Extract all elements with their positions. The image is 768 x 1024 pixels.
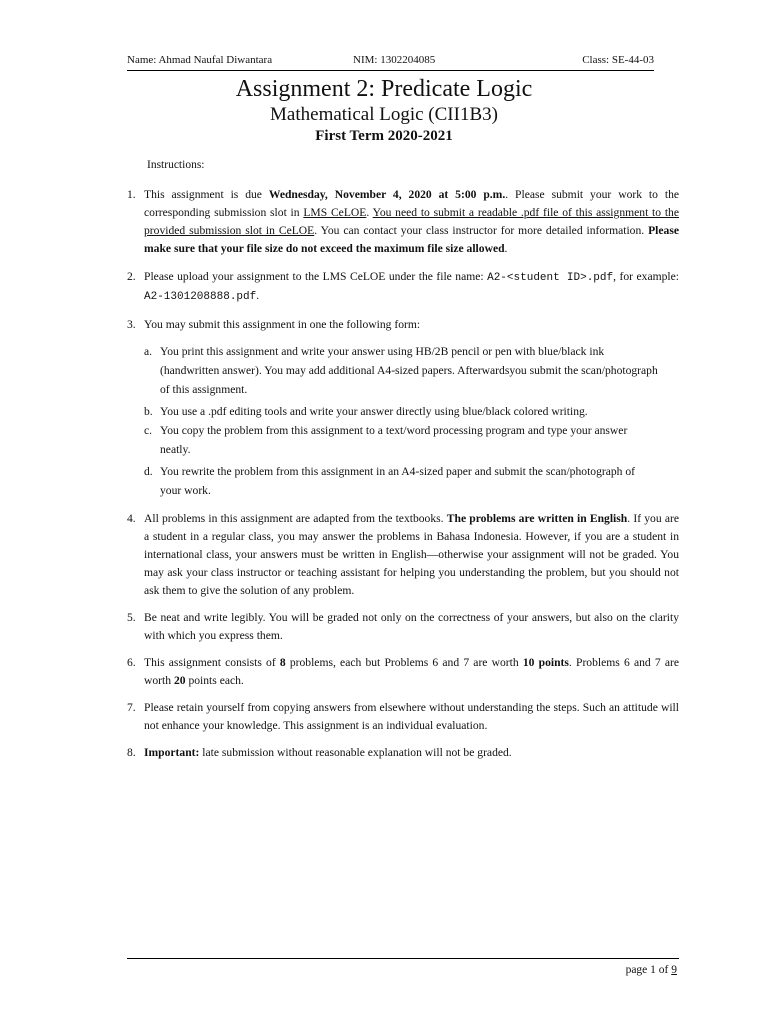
filename-pattern: A2-<student ID>.pdf bbox=[487, 272, 614, 284]
option-label: a. bbox=[144, 345, 153, 358]
student-nim: NIM: 1302204085 bbox=[353, 54, 436, 66]
instruction-item-2: 2. Please upload your assignment to the LMS CeLOE under the file name: A2-<student ID>.pdf, for example: A2-1301208888.pdf. bbox=[127, 270, 679, 303]
instruction-item-3: 3. You may submit this assignment in one the following form: bbox=[127, 316, 679, 334]
instructions-list bbox=[127, 186, 679, 762]
important-label: Important: bbox=[144, 746, 200, 759]
lms-celoe-link[interactable]: LMS CeLOE bbox=[303, 206, 367, 219]
instruction-item-7: 7. Please retain yourself from copying answers from elsewhere without understanding the steps. Such an attitude will not enhance your knowledge. This assignment is an individual evaluation. bbox=[127, 701, 679, 732]
total-pages-link[interactable]: 9 bbox=[671, 964, 677, 976]
english-requirement: The problems are written in English bbox=[446, 512, 628, 525]
term-title: First Term 2020-2021 bbox=[315, 128, 453, 144]
item-number: 4. bbox=[127, 512, 136, 525]
submission-option-c: c. You copy the problem from this assignment to a text/word processing program and type your answer neatly. bbox=[127, 421, 658, 459]
item-number: 5. bbox=[127, 611, 136, 624]
course-title: Mathematical Logic (CII1B3) bbox=[270, 104, 498, 125]
option-label: d. bbox=[144, 465, 153, 478]
student-class: Class: SE-44-03 bbox=[582, 54, 654, 66]
submission-option-a: a. You print this assignment and write your answer using HB/2B pencil or pen with blue/black ink (handwritten answer). You may add additional A4-sized papers. Afterwardsyou submit the scan/photograph of this assignment. bbox=[127, 342, 658, 399]
item-number: 6. bbox=[127, 656, 136, 669]
instruction-item-5: 5. Be neat and write legibly. You will be graded not only on the correctness of your answers, but also on the clarity with which you express them. bbox=[127, 611, 679, 642]
assignment-title: Assignment 2: Predicate Logic bbox=[235, 76, 533, 102]
item-number: 3. bbox=[127, 318, 136, 331]
submission-requirement: You need to submit a readable .pdf file of this assignment to the provided submission slot in CeLOE bbox=[144, 206, 680, 237]
footer-divider bbox=[127, 958, 679, 959]
option-label: b. bbox=[144, 405, 153, 418]
instruction-item-6: 6. This assignment consists of 8 problems, each but Problems 6 and 7 are worth 10 points. Problems 6 and 7 are worth 20 points each. bbox=[127, 656, 679, 687]
header-divider bbox=[127, 70, 654, 71]
instruction-item-1: 1. This assignment is due Wednesday, November 4, 2020 at 5:00 p.m.. Please submit your work to the corresponding submission slot in LMS CeLOE. You need to submit a readable .pdf file of this assignment to the provided submission slot in CeLOE. You can contact your class instructor for more detailed information. Please make sure that your file size do not exceed the maximum file size allowed. bbox=[127, 188, 680, 255]
student-name: Name: Ahmad Naufal Diwantara bbox=[127, 54, 273, 66]
instruction-item-4: 4. All problems in this assignment are adapted from the textbooks. The problems are written in English. If you are a student in a regular class, you may answer the problems in Bahasa Indonesia. However, if you are a student in international class, your answers must be written in English—otherwise your assignment will not be graded. You may ask your class instructor or teaching assistant for helping you understanding the problem, but you should not ask them to give the solution of any problem. bbox=[127, 512, 679, 597]
file-size-warning: Please make sure that your file size do not exceed the maximum file size allowed bbox=[144, 224, 679, 255]
filename-example: A2-1301208888.pdf bbox=[144, 291, 257, 303]
page-header bbox=[127, 52, 654, 68]
due-date: Wednesday, November 4, 2020 at 5:00 p.m. bbox=[268, 188, 506, 201]
item-number: 1. bbox=[127, 188, 136, 201]
item-number: 8. bbox=[127, 746, 136, 759]
submission-option-b: b. You use a .pdf editing tools and write your answer directly using blue/black colored writing. bbox=[127, 402, 658, 421]
item-number: 7. bbox=[127, 701, 136, 714]
item-number: 2. bbox=[127, 270, 136, 283]
option-label: c. bbox=[144, 424, 153, 437]
instructions-label: Instructions: bbox=[147, 159, 205, 171]
page-number: page 1 of 9 bbox=[625, 964, 677, 976]
submission-option-d: d. You rewrite the problem from this assignment in an A4-sized paper and submit the scan/photograph of your work. bbox=[127, 462, 658, 500]
instruction-item-8: 8. Important: late submission without reasonable explanation will not be graded. bbox=[127, 744, 679, 762]
